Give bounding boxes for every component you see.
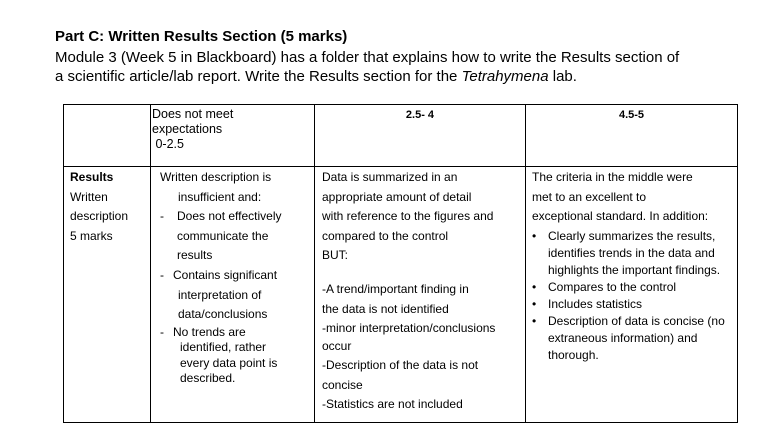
high-text-line: The criteria in the middle were xyxy=(532,170,693,184)
high-bullet-item: • Description of data is concise (no extraneous information) and thorough. xyxy=(532,313,733,364)
low-item-line: Contains significant xyxy=(173,267,278,282)
mid-text-line: appropriate amount of detail xyxy=(322,189,472,204)
criteria-marks: 5 marks xyxy=(70,228,113,243)
high-bullet-list xyxy=(532,228,733,364)
low-item-line: every data point is xyxy=(180,355,278,370)
mid-text-line: -A trend/important finding in xyxy=(322,281,469,296)
high-bullet-text: Description of data is concise (no extraneous information) and thorough. xyxy=(548,313,725,362)
low-item: - Does not effectively communicate the results xyxy=(160,207,310,266)
header-low-line: Does not meet xyxy=(152,107,234,121)
low-item-line: No trends are xyxy=(173,324,246,339)
low-item: - Contains significant interpretation of data/conclusions xyxy=(160,266,310,325)
low-item: - No trends are identified, rather every data point is described. xyxy=(160,324,278,386)
rubric-header-row xyxy=(64,105,738,167)
low-item-line: results xyxy=(177,248,213,263)
high-text-line: exceptional standard. In addition: xyxy=(532,209,709,224)
instructions-paragraph xyxy=(55,48,745,86)
header-low-line: expectations xyxy=(152,122,223,136)
criteria-title: Results xyxy=(70,170,114,184)
high-bullet-text: Includes statistics xyxy=(548,296,643,311)
mid-text-line: -Description of the data is not xyxy=(322,358,479,373)
criteria-line: Written xyxy=(70,189,108,204)
low-item-line: Does not effectively xyxy=(177,209,282,224)
rubric-header-high: 4.5-5 xyxy=(526,105,738,167)
instructions-line-2 xyxy=(55,67,745,86)
mid-text-line: with reference to the figures and xyxy=(322,209,494,224)
instructions-line-1: Module 3 (Week 5 in Blackboard) has a folder that explains how to write the Results section of xyxy=(55,49,680,66)
high-bullet-item: • Compares to the control xyxy=(532,279,677,294)
mid-text-line: occur xyxy=(322,338,352,353)
header-low-score: 0-2.5 xyxy=(152,137,184,151)
high-bullet-item: • Clearly summarizes the results, identifies trends in the data and highlights the important findings. xyxy=(532,228,733,279)
mid-text-line: compared to the control xyxy=(322,228,449,243)
rubric-row-results xyxy=(64,167,738,423)
high-bullet-item: • Includes statistics xyxy=(532,296,643,311)
low-item-line: interpretation of xyxy=(178,287,262,302)
low-level-cell xyxy=(151,167,315,423)
criteria-cell xyxy=(64,167,151,423)
mid-text-line: Data is summarized in an xyxy=(322,170,458,184)
instructions-text-end: lab. xyxy=(548,68,577,85)
mid-text-line: concise xyxy=(322,377,363,392)
high-level-cell xyxy=(526,167,738,423)
mid-text-line: BUT: xyxy=(322,248,349,263)
mid-text-line: the data is not identified xyxy=(322,301,449,316)
low-item-line: communicate the xyxy=(177,228,269,243)
high-text-line: met to an excellent to xyxy=(532,189,647,204)
low-item-line: data/conclusions xyxy=(178,307,268,322)
low-item-line: described. xyxy=(180,371,236,386)
rubric-header-empty xyxy=(64,105,151,167)
mid-text-line: -Statistics are not included xyxy=(322,397,463,412)
section-heading: Part C: Written Results Section (5 marks) xyxy=(55,28,348,45)
high-bullet-text: Clearly summarizes the results, identifies trends in the data and highlights the important findings. xyxy=(548,228,721,277)
rubric-header-mid: 2.5- 4 xyxy=(315,105,526,167)
low-text-line: insufficient and: xyxy=(178,189,262,204)
high-bullet-text: Compares to the control xyxy=(548,279,677,294)
low-text-line: Written description is xyxy=(160,170,272,184)
mid-level-cell xyxy=(315,167,526,423)
instructions-text: a scientific article/lab report. Write the Results section for the xyxy=(55,68,462,85)
criteria-line: description xyxy=(70,209,129,224)
mid-text-line: -minor interpretation/conclusions xyxy=(322,321,496,336)
low-item-line: identified, rather xyxy=(180,340,267,355)
organism-name: Tetrahymena xyxy=(461,68,549,85)
rubric-header-low xyxy=(151,105,315,167)
rubric-table xyxy=(63,104,738,423)
